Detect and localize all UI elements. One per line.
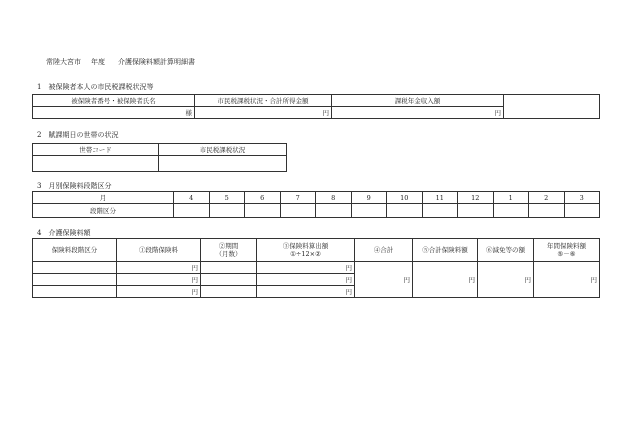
household-status-table: [32, 143, 287, 172]
calc-amount-cell: 円: [257, 262, 355, 274]
stage-premium-cell: 円: [117, 286, 201, 298]
month-12: 12: [458, 192, 494, 204]
total-cell: 円: [355, 262, 413, 298]
calc-amount-cell: 円: [257, 286, 355, 298]
income-cell: 円: [195, 107, 332, 119]
reduction-cell: 円: [478, 262, 534, 298]
month-row-label: 月: [33, 192, 174, 204]
blank-cell: [504, 95, 600, 119]
insured-name-cell: 様: [33, 107, 195, 119]
col-stage-header: 保険料段階区分: [33, 239, 117, 262]
section2-heading: 2 賦課期日の世帯の状況: [37, 131, 119, 139]
table-row: [33, 95, 600, 107]
col-reduction-header: ⑥減免等の額: [478, 239, 534, 262]
period-cell: [201, 274, 257, 286]
month-6: 6: [245, 192, 281, 204]
table-row: [33, 192, 600, 204]
household-code-cell: [33, 156, 159, 172]
col-total-premium-header: ⑤合計保険料額: [413, 239, 478, 262]
stage-row-label: 段階区分: [33, 204, 174, 218]
col-calc-line1: ③保険料算出額: [282, 242, 329, 250]
pension-cell: 円: [332, 107, 504, 119]
col-household-tax-header: 市民税課税状況: [159, 144, 287, 156]
stage-cell: [33, 274, 117, 286]
stage-premium-cell: 円: [117, 262, 201, 274]
stage-cell: [351, 204, 387, 218]
stage-cell: [493, 204, 529, 218]
col-calc-line2: ①÷12×②: [290, 250, 321, 258]
col-stage-premium-header: ①段階保険料: [117, 239, 201, 262]
section4-heading: 4 介護保険料額: [37, 229, 91, 237]
section1-heading: 1 被保険者本人の市民税課税状況等: [37, 83, 154, 91]
stage-cell: [387, 204, 423, 218]
table-row: [33, 144, 287, 156]
stage-premium-cell: 円: [117, 274, 201, 286]
period-cell: [201, 262, 257, 274]
stage-cell: [458, 204, 494, 218]
year-label: 年度: [91, 58, 105, 66]
table-row: [33, 156, 287, 172]
stage-cell: [422, 204, 458, 218]
calc-amount-cell: 円: [257, 274, 355, 286]
section3-heading: 3 月別保険料段階区分: [37, 182, 112, 190]
city-name: 常陸大宮市: [46, 58, 81, 66]
month-1: 1: [493, 192, 529, 204]
household-tax-cell: [159, 156, 287, 172]
col-annual-line2: ⑤－⑥: [557, 250, 576, 258]
month-7: 7: [280, 192, 316, 204]
col-tax-status-header: 市民税課税状況・合計所得金額: [195, 95, 332, 107]
stage-cell: [316, 204, 352, 218]
col-period-line2: （月数）: [215, 250, 242, 258]
col-period-header: [201, 239, 257, 262]
stage-cell: [174, 204, 210, 218]
period-cell: [201, 286, 257, 298]
monthly-stage-table: [32, 191, 600, 218]
stage-cell: [33, 262, 117, 274]
month-3: 3: [564, 192, 600, 204]
col-annual-header: [534, 239, 600, 262]
stage-cell: [33, 286, 117, 298]
stage-cell: [245, 204, 281, 218]
month-10: 10: [387, 192, 423, 204]
month-5: 5: [209, 192, 245, 204]
col-insured-header: 被保険者番号・被保険者氏名: [33, 95, 195, 107]
total-premium-cell: 円: [413, 262, 478, 298]
table-row: [33, 262, 600, 274]
month-2: 2: [529, 192, 565, 204]
col-household-header: 世帯コード: [33, 144, 159, 156]
stage-cell: [529, 204, 565, 218]
table-row: [33, 204, 600, 218]
insured-tax-status-table: [32, 94, 600, 119]
col-annual-line1: 年間保険料額: [547, 242, 586, 250]
stage-cell: [209, 204, 245, 218]
month-9: 9: [351, 192, 387, 204]
col-calc-header: [257, 239, 355, 262]
col-total-header: ④合計: [355, 239, 413, 262]
col-pension-header: 課税年金収入額: [332, 95, 504, 107]
month-11: 11: [422, 192, 458, 204]
premium-amount-table: [32, 238, 600, 298]
month-8: 8: [316, 192, 352, 204]
stage-cell: [564, 204, 600, 218]
stage-cell: [280, 204, 316, 218]
col-period-line1: ②期間: [218, 242, 239, 250]
table-row: [33, 239, 600, 262]
annual-premium-cell: 円: [534, 262, 600, 298]
document-title: 介護保険料額計算明細書: [118, 58, 195, 66]
month-4: 4: [174, 192, 210, 204]
